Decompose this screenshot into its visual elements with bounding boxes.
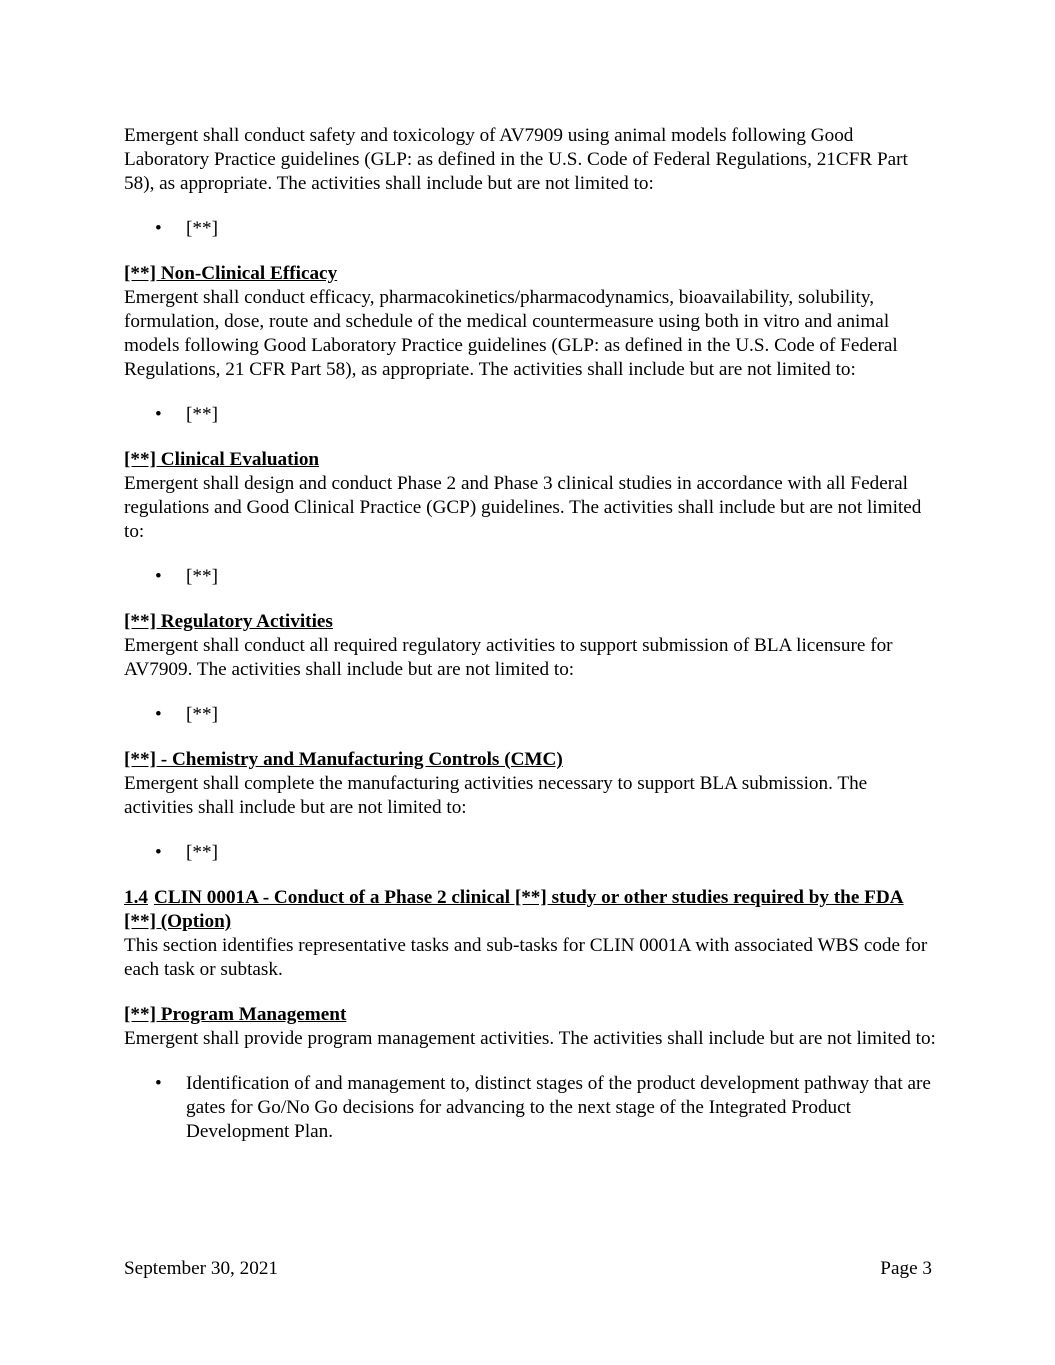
list-item xyxy=(124,1072,936,1144)
section-body-clinical-evaluation: Emergent shall design and conduct Phase 2 and Phase 3 clinical studies in accordance with all Federal regulations and Good Clinical Practice (GCP) guidelines. The activities shall include but are not limited to: xyxy=(124,473,922,542)
bullet-text: [**] xyxy=(186,842,218,863)
bullet-list-cmc xyxy=(124,841,936,865)
bullet-list-non-clinical-efficacy xyxy=(124,403,936,427)
footer-date: September 30, 2021 xyxy=(124,1258,279,1279)
list-item xyxy=(124,565,936,589)
section-body-program-management: Emergent shall provide program management activities. The activities shall include but are not limited to: xyxy=(124,1028,936,1049)
bullet-text: Identification of and management to, distinct stages of the product development pathway that are gates for Go/No Go decisions for advancing to the next stage of the Integrated Product Development Plan. xyxy=(186,1073,931,1142)
page-footer xyxy=(124,1257,932,1281)
section-body-non-clinical-efficacy: Emergent shall conduct efficacy, pharmacokinetics/pharmacodynamics, bioavailability, solubility, formulation, dose, route and schedule of the medical countermeasure using both in vitro and animal models following Good Laboratory Practice guidelines (GLP: as defined in the U.S. Code of Federal Regulations, 21 CFR Part 58), as appropriate. The activities shall include but are not limited to: xyxy=(124,287,898,380)
document-page xyxy=(124,124,936,1165)
bullet-list-clinical-evaluation xyxy=(124,565,936,589)
list-item xyxy=(124,403,936,427)
intro-bullet-list xyxy=(124,217,936,241)
clin-body: This section identifies representative tasks and sub-tasks for CLIN 0001A with associated WBS code for each task or subtask. xyxy=(124,935,928,980)
bullet-icon: • xyxy=(155,704,162,725)
section-heading-cmc: [**] - Chemistry and Manufacturing Controls (CMC) xyxy=(124,749,563,770)
footer-page-number: Page 3 xyxy=(880,1258,932,1279)
bullet-text: [**] xyxy=(186,566,218,587)
clin-heading xyxy=(124,886,936,934)
intro-paragraph: Emergent shall conduct safety and toxicology of AV7909 using animal models following Good Laboratory Practice guidelines (GLP: as defined in the U.S. Code of Federal Regulations, 21CFR Part 58), as appropriate. The activities shall include but are not limited to: xyxy=(124,125,908,194)
bullet-list-regulatory-activities xyxy=(124,703,936,727)
list-item xyxy=(124,217,936,241)
bullet-icon: • xyxy=(155,218,162,239)
bullet-list-program-management xyxy=(124,1072,936,1144)
bullet-icon: • xyxy=(155,842,162,863)
clin-section-number: 1.4 xyxy=(124,887,148,908)
section-heading-regulatory-activities: [**] Regulatory Activities xyxy=(124,611,333,632)
bullet-icon: • xyxy=(155,1073,162,1094)
section-heading-clinical-evaluation: [**] Clinical Evaluation xyxy=(124,449,320,470)
bullet-text: [**] xyxy=(186,704,218,725)
bullet-text: [**] xyxy=(186,218,218,239)
bullet-text: [**] xyxy=(186,404,218,425)
clin-heading-text: CLIN 0001A - Conduct of a Phase 2 clinical [**] study or other studies required by the FDA [**] (Option) xyxy=(124,887,904,932)
list-item xyxy=(124,703,936,727)
section-heading-program-management: [**] Program Management xyxy=(124,1004,347,1025)
bullet-icon: • xyxy=(155,404,162,425)
bullet-icon: • xyxy=(155,566,162,587)
list-item xyxy=(124,841,936,865)
section-body-cmc: Emergent shall complete the manufacturing activities necessary to support BLA submission. The activities shall include but are not limited to: xyxy=(124,773,868,818)
section-body-regulatory-activities: Emergent shall conduct all required regulatory activities to support submission of BLA licensure for AV7909. The activities shall include but are not limited to: xyxy=(124,635,893,680)
section-heading-non-clinical-efficacy: [**] Non-Clinical Efficacy xyxy=(124,263,338,284)
